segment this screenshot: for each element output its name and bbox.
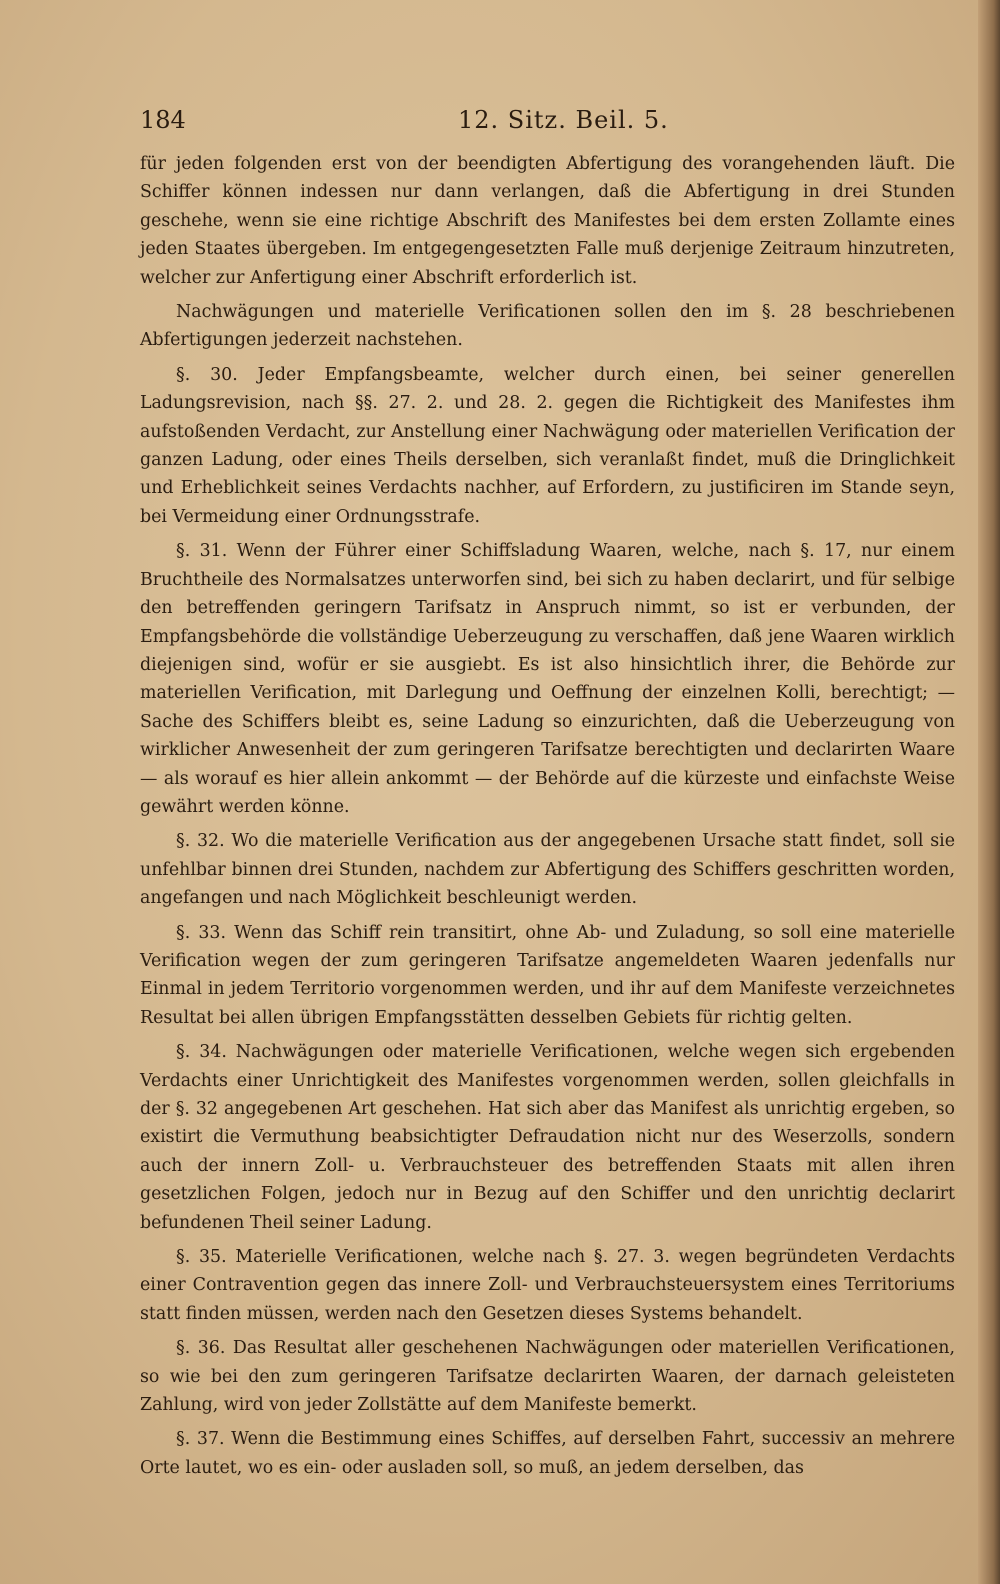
paragraph-section-31: §. 31. Wenn der Führer einer Schiffsladung Waaren, welche, nach §. 17, nur einem Bruchtheile des Normalsatzes unterworfen sind, bei sich zu haben declarirt, und für selbige den betreffenden geringern Tarifsatz in Anspruch nimmt, so ist er verbunden, der Empfangsbehörde die vollständige Ueberzeugung zu verschaffen, daß jene Waaren wirklich diejenigen sind, wofür er sie ausgiebt. Es ist also hinsichtlich ihrer, die Behörde zur materiellen Verification, mit Darlegung und Oeffnung der einzelnen Kolli, berechtigt; — Sache des Schiffers bleibt es, seine Ladung so einzurichten, daß die Ueberzeugung von wirklicher Anwesenheit der zum geringeren Tarifsatze berechtigten und declarirten Waare — als worauf es hier allein ankommt — der Behörde auf die kürzeste und einfachste Weise gewährt werden könne.	[140, 541, 955, 817]
paragraph-section-36: §. 36. Das Resultat aller geschehenen Nachwägungen oder materiellen Verificationen, so wie bei den zum geringeren Tarifsatze declarirten Waaren, der darnach geleisteten Zahlung, wird von jeder Zollstätte auf dem Manifeste bemerkt.	[140, 1338, 955, 1416]
page-edge-shadow	[978, 0, 1000, 1584]
page-number: 184	[140, 106, 186, 134]
paragraph-nachwaegungen: Nachwägungen und materielle Verificationen sollen den im §. 28 beschriebenen Abfertigungen jederzeit nachstehen.	[140, 302, 955, 351]
paragraph-section-30: §. 30. Jeder Empfangsbeamte, welcher durch einen, bei seiner generellen Ladungsrevision, nach §§. 27. 2. und 28. 2. gegen die Richtigkeit des Manifestes ihm aufstoßenden Verdacht, zur Anstellung einer Nachwägung oder materiellen Verification der ganzen Ladung, oder eines Theils derselben, sich veranlaßt findet, muß die Dringlichkeit und Erheblichkeit seines Verdachts nachher, auf Erfordern, zu justificiren im Stande seyn, bei Vermeidung einer Ordnungsstrafe.	[140, 364, 955, 527]
page-header	[140, 106, 960, 142]
body-text	[140, 150, 955, 1488]
paragraph-section-33: §. 33. Wenn das Schiff rein transitirt, ohne Ab- und Zuladung, so soll eine materielle Verification wegen der zum geringeren Tarifsatze angemeldeten Waaren jedenfalls nur Einmal in jedem Territorio vorgenommen werden, und ihr auf dem Manifeste verzeichnetes Resultat bei allen übrigen Empfangsstätten desselben Gebiets für richtig gelten.	[140, 922, 955, 1028]
paragraph-section-32: §. 32. Wo die materielle Verification aus der angegebenen Ursache statt findet, soll sie unfehlbar binnen drei Stunden, nachdem zur Abfertigung des Schiffers geschritten worden, angefangen und nach Möglichkeit beschleunigt werden.	[140, 831, 955, 909]
paragraph-section-35: §. 35. Materielle Verificationen, welche nach §. 27. 3. wegen begründeten Verdachts einer Contravention gegen das innere Zoll- und Verbrauchsteuersystem eines Territoriums statt finden müssen, werden nach den Gesetzen dieses Systems behandelt.	[140, 1247, 955, 1324]
running-head: 12. Sitz. Beil. 5.	[458, 106, 669, 134]
paragraph-section-34: §. 34. Nachwägungen oder materielle Verificationen, welche wegen sich ergebenden Verdachts einer Unrichtigkeit des Manifestes vorgenommen werden, sollen gleichfalls in der §. 32 angegebenen Art geschehen. Hat sich aber das Manifest als unrichtig ergeben, so existirt die Vermuthung beabsichtigter Defraudation nicht nur des Weserzolls, sondern auch der innern Zoll- u. Verbrauchsteuer des betreffenden Staats mit allen ihren gesetzlichen Folgen, jedoch nur in Bezug auf den Schiffer und den unrichtig declarirt befundenen Theil seiner Ladung.	[140, 1042, 955, 1233]
paragraph-continuation: für jeden folgenden erst von der beendigten Abfertigung des vorangehenden läuft. Die Schiffer können indessen nur dann verlangen, daß die Abfertigung in drei Stunden geschehe, wenn sie eine richtige Abschrift des Manifestes bei dem ersten Zollamte eines jeden Staates übergeben. Im entgegengesetzten Falle muß derjenige Zeitraum hinzutreten, welcher zur Anfertigung einer Abschrift erforderlich ist.	[140, 154, 955, 288]
paragraph-section-37: §. 37. Wenn die Bestimmung eines Schiffes, auf derselben Fahrt, successiv an mehrere Orte lautet, wo es ein- oder ausladen soll, so muß, an jedem derselben, das	[140, 1429, 955, 1478]
